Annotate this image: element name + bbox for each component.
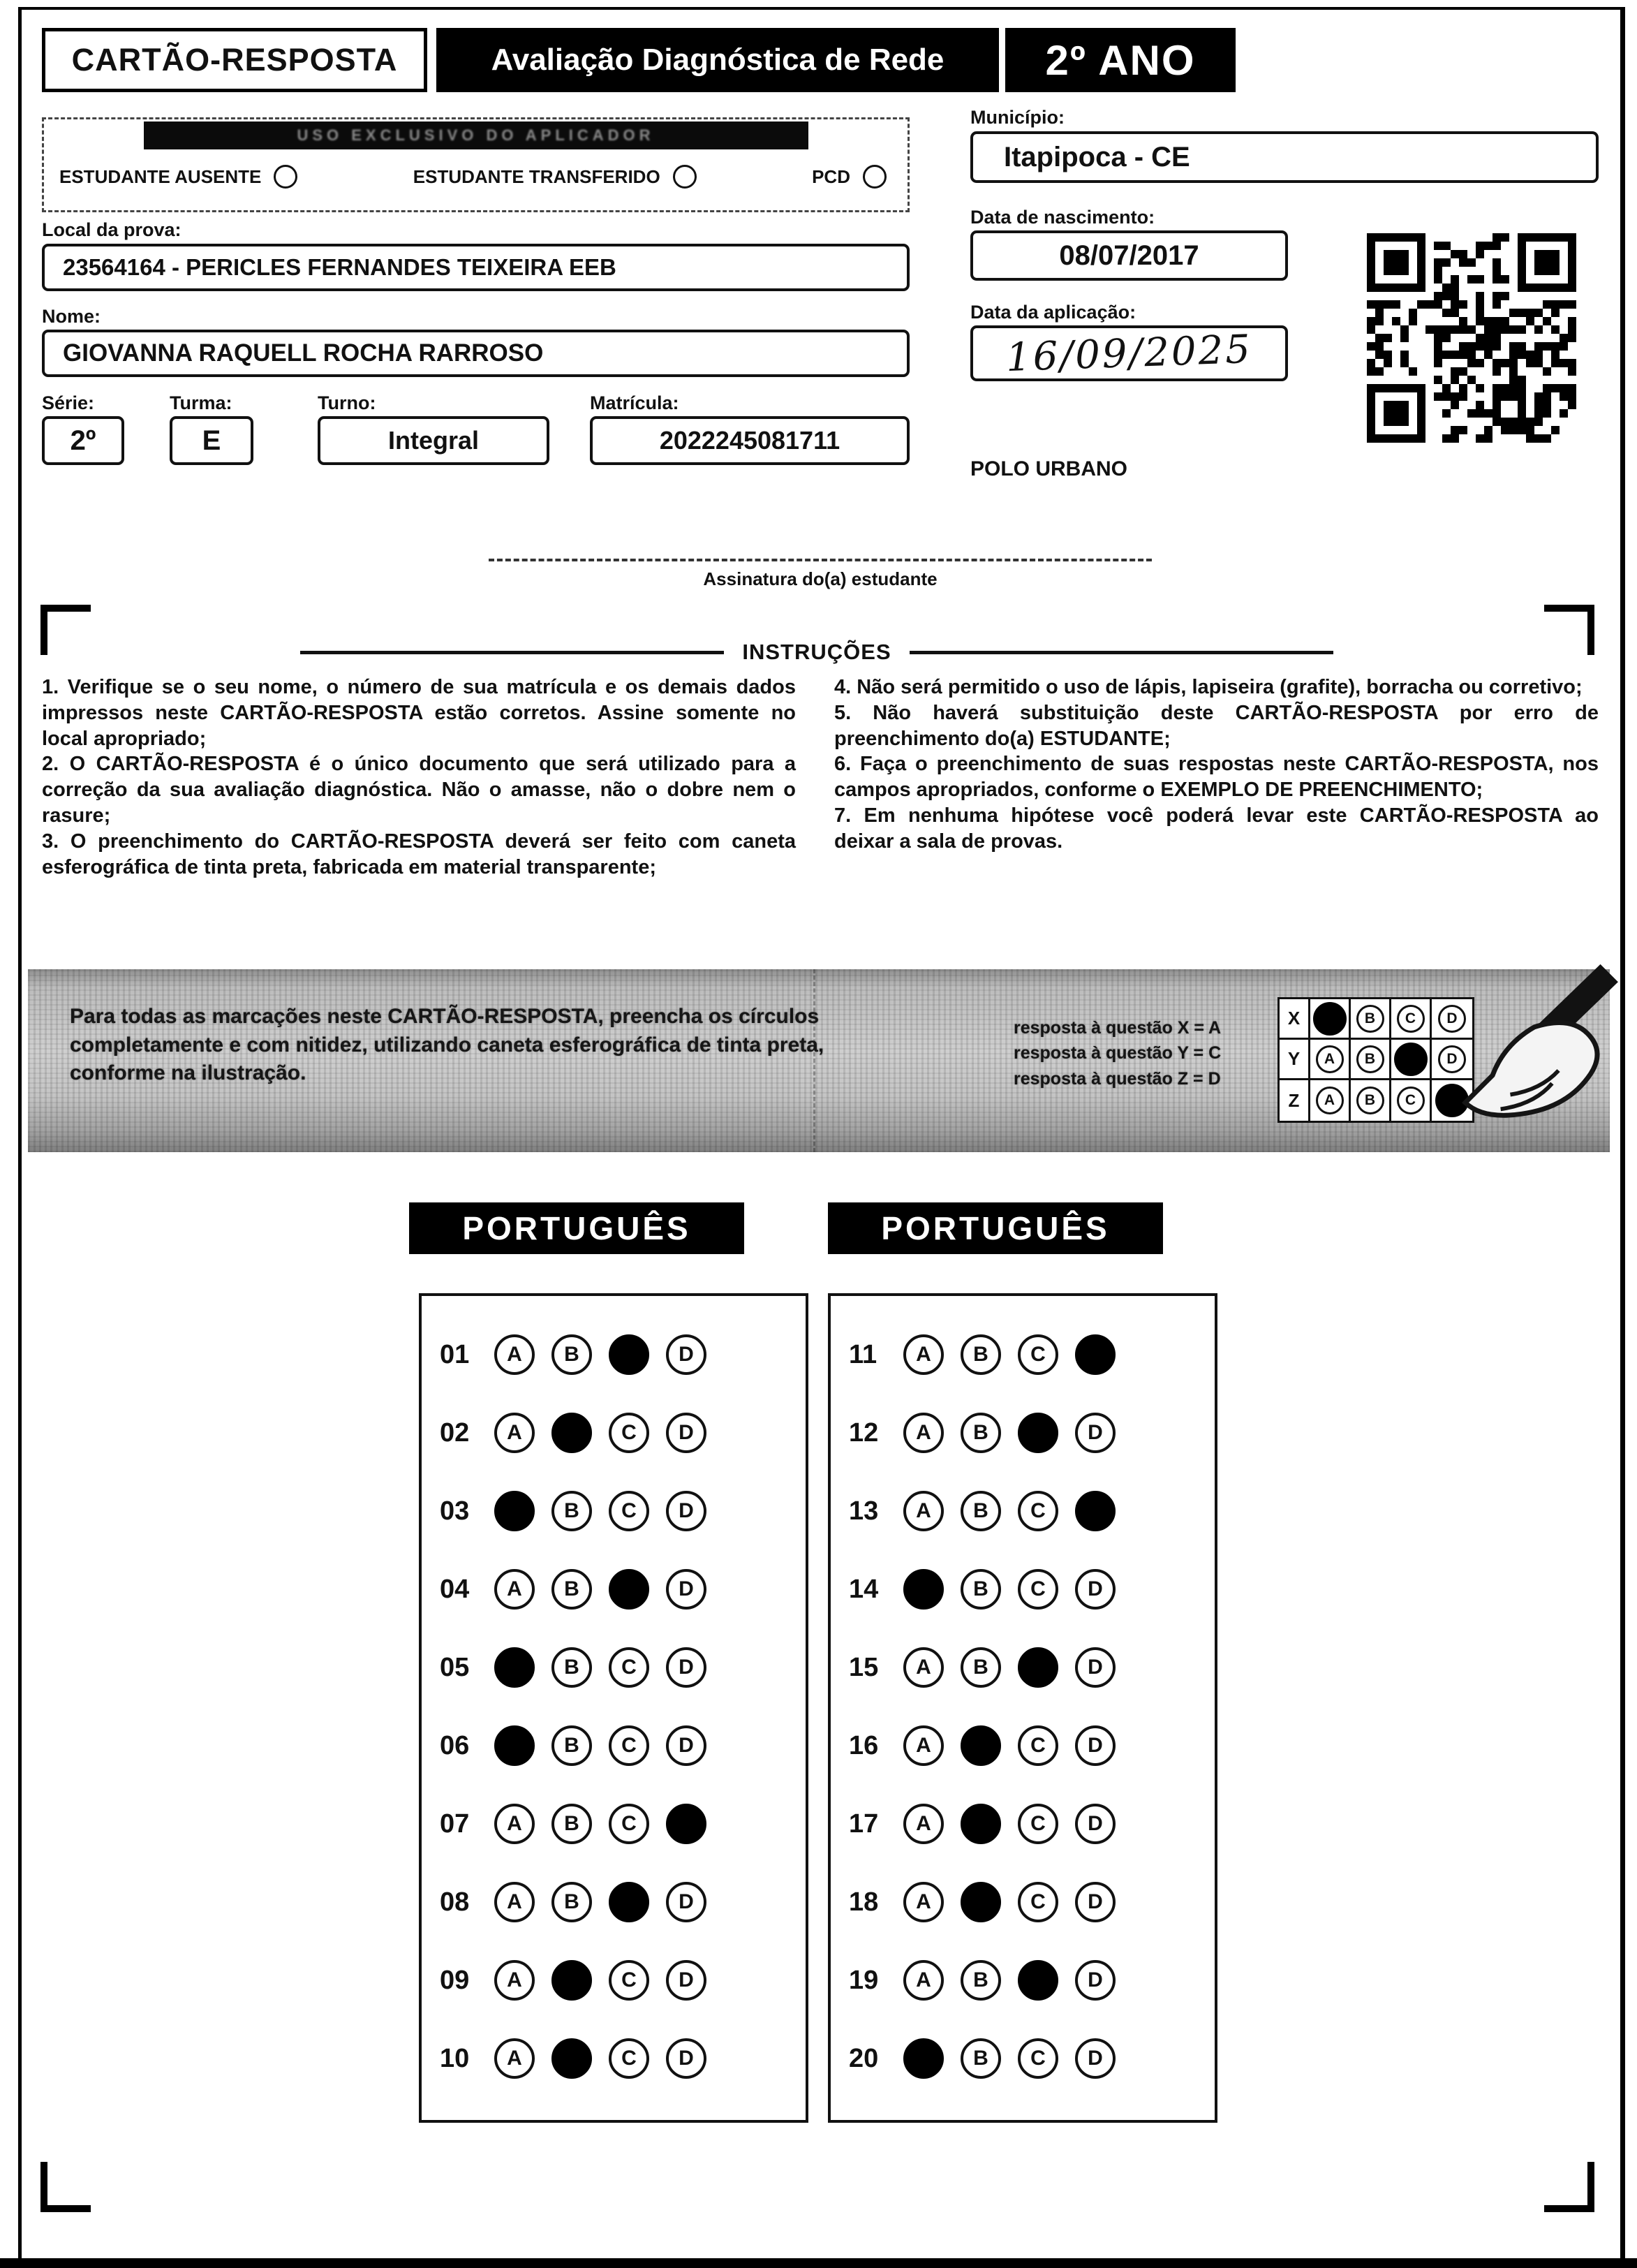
example-row-label: Y <box>1280 1040 1310 1080</box>
bubble-06-B[interactable]: B <box>551 1725 592 1766</box>
example-bubble-Y-D: D <box>1438 1045 1466 1073</box>
bubble-05-C[interactable]: C <box>609 1647 649 1688</box>
bubble-11-D[interactable]: D <box>1075 1334 1116 1375</box>
grade-label: 2º ANO <box>1005 28 1236 92</box>
bubble-18-C[interactable]: C <box>1018 1882 1058 1922</box>
question-number: 06 <box>440 1730 470 1760</box>
bubble-08-B[interactable]: B <box>551 1882 592 1922</box>
bubble-14-D[interactable]: D <box>1075 1569 1116 1610</box>
bubble-17-A[interactable]: A <box>903 1804 944 1844</box>
bubble-01-A[interactable]: A <box>494 1334 535 1375</box>
bubble-13-A[interactable]: A <box>903 1491 944 1531</box>
bubble-10-B[interactable]: B <box>551 2038 592 2079</box>
turno-label: Turno: <box>318 392 376 413</box>
serie-field: 2º <box>42 416 124 465</box>
bubble-07-C[interactable]: C <box>609 1804 649 1844</box>
applicator-option-circle[interactable] <box>274 165 297 189</box>
example-cell-Z-A <box>1310 1080 1351 1121</box>
exam-title: Avaliação Diagnóstica de Rede <box>436 28 999 92</box>
data-aplicacao-label: Data da aplicação: <box>970 302 1136 323</box>
qr-code <box>1367 233 1576 443</box>
question-row-17 <box>831 1785 1215 1863</box>
question-number: 10 <box>440 2043 470 2073</box>
example-bubble-Y-A: A <box>1316 1045 1344 1073</box>
bubble-14-B[interactable]: B <box>961 1569 1001 1610</box>
bubble-10-D[interactable]: D <box>666 2038 706 2079</box>
bubble-11-B[interactable]: B <box>961 1334 1001 1375</box>
bubble-12-B[interactable]: B <box>961 1413 1001 1453</box>
turma-label: Turma: <box>170 392 232 413</box>
bubble-08-C[interactable]: C <box>609 1882 649 1922</box>
example-key-line: resposta à questão Z = D <box>1014 1068 1221 1089</box>
bubble-17-B[interactable]: B <box>961 1804 1001 1844</box>
bubble-18-A[interactable]: A <box>903 1882 944 1922</box>
question-number: 15 <box>849 1652 879 1682</box>
bubble-17-D[interactable]: D <box>1075 1804 1116 1844</box>
instruction-item: 5. Não haverá substituição deste CARTÃO-RESPOSTA por erro de preenchimento do(a) ESTUDANTE; <box>834 701 1599 750</box>
question-row-06 <box>422 1707 806 1785</box>
signature-caption: Assinatura do(a) estudante <box>703 568 938 589</box>
example-bubble-X-C: C <box>1397 1005 1425 1033</box>
bubble-03-C[interactable]: C <box>609 1491 649 1531</box>
example-bubble-Z-B: B <box>1356 1087 1384 1114</box>
question-row-10 <box>422 2019 806 2098</box>
question-number: 16 <box>849 1730 879 1760</box>
polo-label: POLO URBANO <box>970 457 1127 480</box>
question-row-07 <box>422 1785 806 1863</box>
bubble-16-A[interactable]: A <box>903 1725 944 1766</box>
question-number: 20 <box>849 2043 879 2073</box>
question-row-12 <box>831 1394 1215 1472</box>
corner-bracket-top-left <box>40 605 91 655</box>
subject-header-portugues-1: PORTUGUÊS <box>409 1202 744 1254</box>
example-cell-Y-A <box>1310 1040 1351 1080</box>
answer-questions <box>419 1293 808 2123</box>
instruction-item: 7. Em nenhuma hipótese você poderá levar este CARTÃO-RESPOSTA ao deixar a sala de provas. <box>834 804 1599 853</box>
data-aplicacao-field <box>970 325 1288 381</box>
instructions-rule-right <box>910 651 1333 654</box>
applicator-section <box>42 117 910 212</box>
bubble-03-D[interactable]: D <box>666 1491 706 1531</box>
example-cell-X-A <box>1310 999 1351 1040</box>
bubble-05-D[interactable]: D <box>666 1647 706 1688</box>
instructions-title: INSTRUÇÕES <box>742 640 891 664</box>
bubble-06-C[interactable]: C <box>609 1725 649 1766</box>
applicator-options <box>44 149 908 189</box>
question-number: 09 <box>440 1965 470 1995</box>
question-row-18 <box>831 1863 1215 1941</box>
bubble-14-C[interactable]: C <box>1018 1569 1058 1610</box>
instruction-item: 1. Verifique se o seu nome, o número de sua matrícula e os demais dados impressos neste CARTÃO-RESPOSTA estão corretos. Assine somente no local apropriado; <box>42 676 796 750</box>
applicator-option-label: PCD <box>812 165 850 187</box>
bubble-09-B[interactable]: B <box>551 1960 592 2001</box>
question-row-20 <box>831 2019 1215 2098</box>
data-nascimento-label: Data de nascimento: <box>970 207 1155 228</box>
bubble-16-C[interactable]: C <box>1018 1725 1058 1766</box>
corner-bracket-bottom-left <box>40 2162 91 2212</box>
example-row-label: Z <box>1280 1080 1310 1121</box>
bubble-19-D[interactable]: D <box>1075 1960 1116 2001</box>
bubble-04-C[interactable]: C <box>609 1569 649 1610</box>
bubble-02-D[interactable]: D <box>666 1413 706 1453</box>
question-number: 12 <box>849 1418 879 1448</box>
bubble-16-B[interactable]: B <box>961 1725 1001 1766</box>
instructions-title-row <box>300 640 1333 665</box>
instruction-item: 2. O CARTÃO-RESPOSTA é o único documento que será utilizado para a correção da sua avaliação diagnóstica. Não o amasse, não o dobre nem o rasure; <box>42 753 796 827</box>
question-row-05 <box>422 1628 806 1707</box>
question-row-14 <box>831 1550 1215 1628</box>
data-nascimento-field: 08/07/2017 <box>970 230 1288 281</box>
bubble-01-B[interactable]: B <box>551 1334 592 1375</box>
bubble-12-D[interactable]: D <box>1075 1413 1116 1453</box>
answer-questions <box>828 1293 1217 2123</box>
question-row-03 <box>422 1472 806 1550</box>
example-key-line: resposta à questão X = A <box>1014 1018 1222 1038</box>
bubble-10-C[interactable]: C <box>609 2038 649 2079</box>
example-band <box>28 969 1610 1152</box>
bubble-02-B[interactable]: B <box>551 1413 592 1453</box>
applicator-bar-label: USO EXCLUSIVO DO APLICADOR <box>297 126 655 144</box>
example-row-label: X <box>1280 999 1310 1040</box>
serie-label: Série: <box>42 392 95 413</box>
subject-header-portugues-2: PORTUGUÊS <box>828 1202 1163 1254</box>
example-bubble-X-D: D <box>1438 1005 1466 1033</box>
instructions-right <box>834 675 1599 855</box>
bubble-13-C[interactable]: C <box>1018 1491 1058 1531</box>
question-row-19 <box>831 1941 1215 2019</box>
question-row-01 <box>422 1316 806 1394</box>
instructions-rule-left <box>300 651 724 654</box>
bubble-01-D[interactable]: D <box>666 1334 706 1375</box>
bubble-15-A[interactable]: A <box>903 1647 944 1688</box>
bubble-04-D[interactable]: D <box>666 1569 706 1610</box>
question-number: 07 <box>440 1809 470 1839</box>
question-number: 19 <box>849 1965 879 1995</box>
bubble-07-D[interactable]: D <box>666 1804 706 1844</box>
municipio-label: Município: <box>970 107 1065 128</box>
bubble-12-A[interactable]: A <box>903 1413 944 1453</box>
applicator-option-2 <box>812 165 887 189</box>
example-key-line: resposta à questão Y = C <box>1014 1043 1222 1063</box>
signature-line[interactable] <box>489 559 1152 561</box>
question-row-15 <box>831 1628 1215 1707</box>
bubble-20-C[interactable]: C <box>1018 2038 1058 2079</box>
bubble-20-D[interactable]: D <box>1075 2038 1116 2079</box>
pen-hand-illustration <box>1414 959 1623 1128</box>
turno-field: Integral <box>318 416 549 465</box>
bubble-09-C[interactable]: C <box>609 1960 649 2001</box>
bubble-02-C[interactable]: C <box>609 1413 649 1453</box>
applicator-option-label: ESTUDANTE AUSENTE <box>59 165 262 187</box>
handwritten-date: 16/09/2025 <box>1005 326 1253 381</box>
question-number: 05 <box>440 1652 470 1682</box>
bubble-20-B[interactable]: B <box>961 2038 1001 2079</box>
bubble-11-A[interactable]: A <box>903 1334 944 1375</box>
bubble-03-B[interactable]: B <box>551 1491 592 1531</box>
bubble-11-C[interactable]: C <box>1018 1334 1058 1375</box>
question-number: 13 <box>849 1496 879 1526</box>
bubble-08-A[interactable]: A <box>494 1882 535 1922</box>
bubble-09-A[interactable]: A <box>494 1960 535 2001</box>
turma-field: E <box>170 416 253 465</box>
bubble-06-D[interactable]: D <box>666 1725 706 1766</box>
question-row-13 <box>831 1472 1215 1550</box>
question-row-09 <box>422 1941 806 2019</box>
question-number: 14 <box>849 1574 879 1604</box>
corner-bracket-bottom-right <box>1544 2162 1594 2212</box>
example-cell-X-B <box>1351 999 1391 1040</box>
header-bar <box>436 28 1236 92</box>
example-instruction-text: Para todas as marcações neste CARTÃO-RESPOSTA, preencha os círculos completamente e com nitidez, utilizando caneta esferográfica de tinta preta, conforme na ilustração. <box>70 1005 824 1084</box>
question-row-08 <box>422 1863 806 1941</box>
bottom-scan-bar <box>0 2258 1637 2268</box>
instruction-item: 6. Faça o preenchimento de suas respostas neste CARTÃO-RESPOSTA, nos campos apropriados, conforme o EXEMPLO DE PREENCHIMENTO; <box>834 753 1599 802</box>
instruction-item: 4. Não será permitido o uso de lápis, lapiseira (grafite), borracha ou corretivo; <box>834 676 1583 698</box>
local-prova-label: Local da prova: <box>42 219 182 240</box>
example-cell-Y-B <box>1351 1040 1391 1080</box>
example-bubble-X-A: A <box>1313 1002 1347 1036</box>
bubble-13-B[interactable]: B <box>961 1491 1001 1531</box>
example-bubble-Y-B: B <box>1356 1045 1384 1073</box>
instructions-left <box>42 675 796 881</box>
bubble-07-A[interactable]: A <box>494 1804 535 1844</box>
example-bubble-Y-C: C <box>1394 1043 1428 1076</box>
example-bubble-Z-A: A <box>1316 1087 1344 1114</box>
bubble-18-B[interactable]: B <box>961 1882 1001 1922</box>
bubble-20-A[interactable]: A <box>903 2038 944 2079</box>
applicator-bar <box>144 122 808 149</box>
question-number: 11 <box>849 1339 877 1369</box>
applicator-option-circle[interactable] <box>863 165 887 189</box>
bubble-19-C[interactable]: C <box>1018 1960 1058 2001</box>
example-cell-Z-B <box>1351 1080 1391 1121</box>
example-key <box>1014 1015 1221 1091</box>
bubble-19-B[interactable]: B <box>961 1960 1001 2001</box>
applicator-option-circle[interactable] <box>673 165 697 189</box>
question-number: 08 <box>440 1887 470 1917</box>
municipio-field: Itapipoca - CE <box>970 131 1599 183</box>
bubble-18-D[interactable]: D <box>1075 1882 1116 1922</box>
bubble-14-A[interactable]: A <box>903 1569 944 1610</box>
question-row-02 <box>422 1394 806 1472</box>
bubble-06-A[interactable]: A <box>494 1725 535 1766</box>
bubble-15-C[interactable]: C <box>1018 1647 1058 1688</box>
example-bubble-Z-C: C <box>1397 1087 1425 1114</box>
bubble-15-D[interactable]: D <box>1075 1647 1116 1688</box>
bubble-12-C[interactable]: C <box>1018 1413 1058 1453</box>
question-row-16 <box>831 1707 1215 1785</box>
question-number: 01 <box>440 1339 470 1369</box>
bubble-04-A[interactable]: A <box>494 1569 535 1610</box>
applicator-option-0 <box>59 165 297 189</box>
bubble-17-C[interactable]: C <box>1018 1804 1058 1844</box>
question-row-11 <box>831 1316 1215 1394</box>
question-number: 04 <box>440 1574 470 1604</box>
example-bubble-X-B: B <box>1356 1005 1384 1033</box>
card-title: CARTÃO-RESPOSTA <box>42 28 427 92</box>
nome-label: Nome: <box>42 306 101 327</box>
applicator-option-label: ESTUDANTE TRANSFERIDO <box>413 165 660 187</box>
bubble-07-B[interactable]: B <box>551 1804 592 1844</box>
matricula-label: Matrícula: <box>590 392 679 413</box>
bubble-05-A[interactable]: A <box>494 1647 535 1688</box>
bubble-15-B[interactable]: B <box>961 1647 1001 1688</box>
question-number: 17 <box>849 1809 879 1839</box>
bubble-09-D[interactable]: D <box>666 1960 706 2001</box>
question-number: 03 <box>440 1496 470 1526</box>
nome-field: GIOVANNA RAQUELL ROCHA RARROSO <box>42 330 910 377</box>
bubble-01-C[interactable]: C <box>609 1334 649 1375</box>
question-number: 02 <box>440 1418 470 1448</box>
bubble-02-A[interactable]: A <box>494 1413 535 1453</box>
bubble-13-D[interactable]: D <box>1075 1491 1116 1531</box>
bubble-03-A[interactable]: A <box>494 1491 535 1531</box>
matricula-field: 2022245081711 <box>590 416 910 465</box>
bubble-10-A[interactable]: A <box>494 2038 535 2079</box>
question-row-04 <box>422 1550 806 1628</box>
instruction-item: 3. O preenchimento do CARTÃO-RESPOSTA deverá ser feito com caneta esferográfica de tinta preta, fabricada em material transparente; <box>42 830 796 878</box>
local-prova-field: 23564164 - PERICLES FERNANDES TEIXEIRA EEB <box>42 244 910 291</box>
question-number: 18 <box>849 1887 879 1917</box>
bubble-16-D[interactable]: D <box>1075 1725 1116 1766</box>
corner-bracket-top-right <box>1544 605 1594 655</box>
bubble-05-B[interactable]: B <box>551 1647 592 1688</box>
bubble-08-D[interactable]: D <box>666 1882 706 1922</box>
bubble-19-A[interactable]: A <box>903 1960 944 2001</box>
bubble-04-B[interactable]: B <box>551 1569 592 1610</box>
applicator-option-1 <box>413 165 697 189</box>
example-bubble-Z-D: D <box>1435 1084 1469 1117</box>
